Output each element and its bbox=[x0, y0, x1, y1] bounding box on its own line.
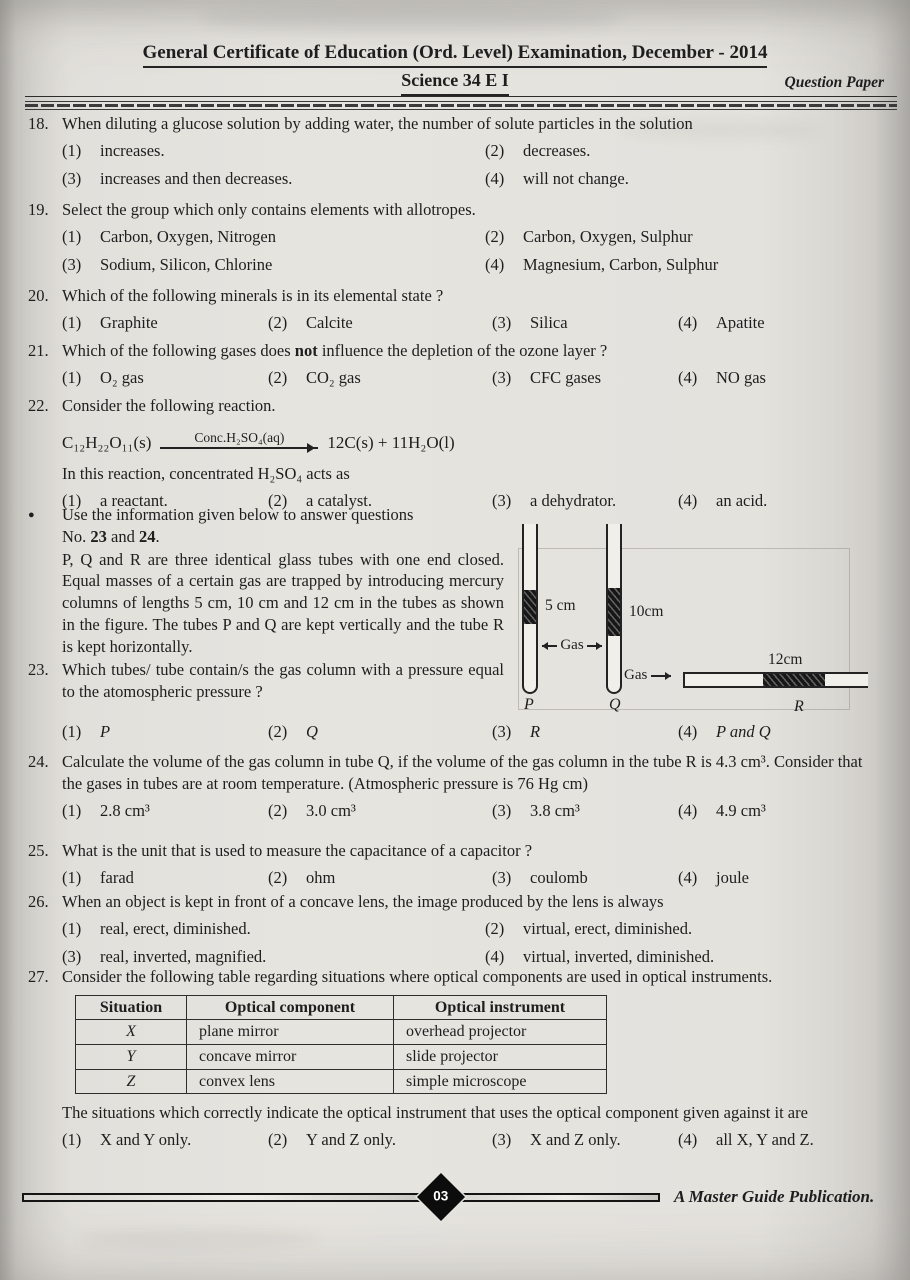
question-26 bbox=[28, 891, 886, 967]
question-23-options bbox=[28, 716, 886, 743]
q18-option-4 bbox=[485, 168, 886, 190]
reaction-arrow-icon bbox=[160, 447, 318, 449]
options-grid bbox=[62, 367, 886, 389]
col-header-component: Optical component bbox=[187, 995, 394, 1020]
options-grid bbox=[62, 918, 886, 968]
cell-instrument: slide projector bbox=[394, 1044, 607, 1069]
question-stem: Calculate the volume of the gas column in tube Q, if the volume of the gas column in the tube R is 4.3 cm³. Consider that the gases in tubes are at room temperature. (Atmospheric pressure is 76 Hg cm) bbox=[62, 752, 863, 793]
footer-rule-right bbox=[451, 1193, 660, 1202]
page-number-badge bbox=[417, 1173, 465, 1221]
mercury-length-label-r: 12cm bbox=[768, 651, 803, 668]
mercury-column-p bbox=[524, 590, 536, 624]
cell-situation: Y bbox=[76, 1044, 187, 1069]
option-text: Q bbox=[306, 722, 318, 741]
option-label: (2) bbox=[268, 367, 288, 387]
question-18 bbox=[28, 113, 886, 189]
q23-option-1 bbox=[62, 721, 268, 743]
option-text: Carbon, Oxygen, Nitrogen bbox=[100, 226, 276, 246]
option-text: coulomb bbox=[530, 867, 588, 887]
q24-option-3 bbox=[492, 800, 678, 822]
paper-type-label: Question Paper bbox=[784, 74, 884, 91]
q25-option-1 bbox=[62, 867, 268, 889]
option-label: (3) bbox=[62, 254, 82, 274]
q20-option-3 bbox=[492, 312, 678, 334]
option-text: CO₂ gas bbox=[306, 367, 361, 387]
note-line1: Use the information given below to answer questions bbox=[62, 505, 414, 524]
subject-title-text: Science 34 E I bbox=[401, 69, 509, 96]
q21-option-1 bbox=[62, 367, 268, 389]
question-stem: When an object is kept in front of a concave lens, the image produced by the lens is always bbox=[62, 892, 664, 911]
option-text: a reactant. bbox=[100, 490, 168, 510]
option-text: P and Q bbox=[716, 722, 771, 741]
gas-tubes-figure bbox=[512, 518, 884, 718]
option-text: CFC gases bbox=[530, 367, 602, 387]
table-row bbox=[76, 1069, 607, 1094]
equation-products: 12C(s) + 11H₂O(l) bbox=[327, 432, 455, 452]
cell-instrument: simple microscope bbox=[394, 1069, 607, 1094]
q20-option-2 bbox=[268, 312, 492, 334]
scan-smudge bbox=[80, 1230, 320, 1248]
page-number: 03 bbox=[433, 1189, 449, 1205]
arrow-right-icon bbox=[651, 675, 671, 677]
option-label: (1) bbox=[62, 1129, 82, 1149]
chemical-equation bbox=[62, 426, 886, 460]
publisher-credit: A Master Guide Publication. bbox=[674, 1186, 875, 1206]
arrow-left-icon bbox=[542, 645, 557, 647]
option-label: (2) bbox=[485, 918, 505, 938]
q25-option-3 bbox=[492, 867, 678, 889]
q19-option-1 bbox=[62, 226, 485, 248]
q26-option-3 bbox=[62, 946, 485, 968]
option-text: Silica bbox=[530, 312, 568, 332]
note-column bbox=[28, 504, 504, 703]
question-stem: Which tubes/ tube contain/s the gas column with a pressure equal to the atomospheric pressure ? bbox=[62, 660, 504, 702]
header-rule-dashed bbox=[25, 101, 897, 110]
q27-option-3 bbox=[492, 1129, 678, 1151]
option-text: real, inverted, magnified. bbox=[100, 946, 267, 966]
option-label: (3) bbox=[62, 946, 82, 966]
option-text: 4.9 cm³ bbox=[716, 800, 766, 820]
question-21 bbox=[28, 340, 886, 389]
question-20 bbox=[28, 285, 886, 334]
options-grid bbox=[62, 867, 886, 889]
q21-option-4 bbox=[678, 367, 886, 389]
arrow-right-icon bbox=[587, 645, 602, 647]
option-text: NO gas bbox=[716, 367, 766, 387]
option-label: (4) bbox=[485, 168, 505, 188]
q18-option-3 bbox=[62, 168, 485, 190]
question-number: 26. bbox=[28, 892, 49, 911]
mercury-column-r bbox=[763, 674, 825, 686]
gas-text: Gas bbox=[560, 637, 584, 653]
tube-q-label: Q bbox=[609, 696, 621, 713]
option-label: (3) bbox=[492, 367, 512, 387]
q21-option-2 bbox=[268, 367, 492, 389]
options-grid bbox=[62, 1129, 886, 1151]
option-text: ohm bbox=[306, 867, 336, 887]
question-stem: Consider the following table regarding situations where optical components are used in optical instruments. bbox=[62, 967, 773, 986]
q26-option-4 bbox=[485, 946, 886, 968]
header-row bbox=[0, 69, 910, 93]
header-rule-thin bbox=[25, 96, 897, 97]
option-text: Apatite bbox=[716, 312, 765, 332]
q18-option-1 bbox=[62, 140, 485, 162]
question-number: 22. bbox=[28, 396, 49, 415]
option-label: (3) bbox=[492, 490, 512, 510]
option-text: will not change. bbox=[523, 168, 629, 188]
question-number: 23. bbox=[28, 660, 49, 680]
question-24 bbox=[28, 751, 886, 821]
option-label: (2) bbox=[268, 490, 288, 510]
option-label: (1) bbox=[62, 918, 82, 938]
question-25 bbox=[28, 840, 886, 889]
question-number: 24. bbox=[28, 752, 49, 771]
option-text: increases. bbox=[100, 140, 165, 160]
option-text: P bbox=[100, 722, 111, 741]
option-text: decreases. bbox=[523, 140, 591, 160]
option-label: (4) bbox=[678, 867, 698, 887]
question-number: 19. bbox=[28, 200, 49, 219]
option-label: (1) bbox=[62, 722, 82, 741]
option-text: X and Z only. bbox=[530, 1129, 621, 1149]
bold-not: not bbox=[294, 341, 318, 360]
option-text: Magnesium, Carbon, Sulphur bbox=[523, 254, 719, 274]
question-number: 20. bbox=[28, 286, 49, 305]
question-23 bbox=[28, 659, 504, 703]
q23-option-2 bbox=[268, 721, 492, 743]
option-text: Sodium, Silicon, Chlorine bbox=[100, 254, 273, 274]
option-text: 3.0 cm³ bbox=[306, 800, 356, 820]
q18-option-2 bbox=[485, 140, 886, 162]
bullet-icon: ● bbox=[28, 509, 35, 521]
optical-components-table bbox=[75, 995, 607, 1094]
mercury-length-label-q: 10cm bbox=[629, 603, 664, 620]
options-grid bbox=[62, 800, 886, 822]
option-label: (2) bbox=[268, 1129, 288, 1149]
option-text: R bbox=[530, 722, 541, 741]
option-label: (1) bbox=[62, 140, 82, 160]
options-grid bbox=[62, 312, 886, 334]
question-stem: Which of the following minerals is in its elemental state ? bbox=[62, 286, 444, 305]
q27-option-1 bbox=[62, 1129, 268, 1151]
question-number: 18. bbox=[28, 114, 49, 133]
option-label: (1) bbox=[62, 226, 82, 246]
option-text: farad bbox=[100, 867, 134, 887]
tube-p-label: P bbox=[524, 696, 534, 713]
q26-option-2 bbox=[485, 918, 886, 940]
option-label: (3) bbox=[492, 867, 512, 887]
tube-r bbox=[683, 672, 868, 688]
option-label: (4) bbox=[485, 254, 505, 274]
exam-title bbox=[0, 40, 910, 68]
question-number: 21. bbox=[28, 341, 49, 360]
option-text: Y and Z only. bbox=[306, 1129, 396, 1149]
note-line2: No. 23 and 24. bbox=[62, 526, 160, 546]
cell-instrument: overhead projector bbox=[394, 1020, 607, 1045]
cell-component: plane mirror bbox=[187, 1020, 394, 1045]
option-label: (4) bbox=[678, 722, 698, 741]
option-text: virtual, erect, diminished. bbox=[523, 918, 693, 938]
q24-option-2 bbox=[268, 800, 492, 822]
option-text: virtual, inverted, diminished. bbox=[523, 946, 715, 966]
option-label: (4) bbox=[678, 490, 698, 510]
option-label: (1) bbox=[62, 867, 82, 887]
subject-title bbox=[0, 69, 910, 96]
option-text: increases and then decreases. bbox=[100, 168, 293, 188]
option-label: (2) bbox=[268, 312, 288, 332]
question-27 bbox=[28, 966, 886, 1151]
option-label: (4) bbox=[678, 800, 698, 820]
equation-condition: Conc.H₂SO₄(aq) bbox=[194, 429, 285, 445]
q19-option-3 bbox=[62, 254, 485, 276]
option-label: (3) bbox=[492, 1129, 512, 1149]
option-label: (2) bbox=[268, 800, 288, 820]
question-stem: What is the unit that is used to measure the capacitance of a capacitor ? bbox=[62, 841, 533, 860]
chem-formula: H₂SO₄ bbox=[257, 463, 303, 483]
option-label: (2) bbox=[268, 722, 288, 741]
option-label: (3) bbox=[492, 722, 512, 741]
gas-text: Gas bbox=[624, 667, 648, 683]
option-label: (4) bbox=[678, 1129, 698, 1149]
options-grid bbox=[62, 721, 886, 743]
question-number: 25. bbox=[28, 841, 49, 860]
equation-arrow-group bbox=[160, 431, 318, 450]
option-text: O₂ gas bbox=[100, 367, 144, 387]
option-text: 3.8 cm³ bbox=[530, 800, 580, 820]
exam-title-text: General Certificate of Education (Ord. Level) Examination, December - 2014 bbox=[143, 40, 768, 68]
options-grid bbox=[62, 140, 886, 190]
note-body: P, Q and R are three identical glass tubes with one end closed. Equal masses of a certain gas are trapped by introducing mercury columns of lengths 5 cm, 10 cm and 12 cm in the tubes as shown in the figure. The tubes P and Q are kept vertically and the tube R is kept horizontally. bbox=[62, 549, 504, 656]
q27-continuation: The situations which correctly indicate the optical instrument that uses the optical component given against it are bbox=[62, 1103, 808, 1123]
option-label: (1) bbox=[62, 490, 82, 510]
option-label: (1) bbox=[62, 800, 82, 820]
cell-component: convex lens bbox=[187, 1069, 394, 1094]
question-stem: Select the group which only contains elements with allotropes. bbox=[62, 200, 476, 219]
option-text: Graphite bbox=[100, 312, 158, 332]
option-text: Carbon, Oxygen, Sulphur bbox=[523, 226, 693, 246]
q24-option-1 bbox=[62, 800, 268, 822]
option-label: (3) bbox=[62, 168, 82, 188]
col-header-instrument: Optical instrument bbox=[394, 995, 607, 1020]
scan-smudge bbox=[200, 6, 620, 32]
table-header-row bbox=[76, 995, 607, 1020]
option-label: (4) bbox=[678, 367, 698, 387]
option-text: X and Y only. bbox=[100, 1129, 192, 1149]
option-text: Calcite bbox=[306, 312, 353, 332]
option-label: (4) bbox=[678, 312, 698, 332]
col-header-situation: Situation bbox=[76, 995, 187, 1020]
mercury-length-label-p: 5 cm bbox=[545, 597, 576, 614]
question-stem: When diluting a glucose solution by adding water, the number of solute particles in the solution bbox=[62, 114, 693, 133]
cell-component: concave mirror bbox=[187, 1044, 394, 1069]
mercury-column-q bbox=[608, 588, 620, 636]
q25-option-2 bbox=[268, 867, 492, 889]
question-stem: Consider the following reaction. bbox=[62, 396, 276, 415]
q27-option-2 bbox=[268, 1129, 492, 1151]
q20-option-4 bbox=[678, 312, 886, 334]
q19-option-2 bbox=[485, 226, 886, 248]
option-text: a catalyst. bbox=[306, 490, 372, 510]
option-text: all X, Y and Z. bbox=[716, 1129, 814, 1149]
gas-label-vertical bbox=[536, 636, 608, 656]
option-label: (2) bbox=[268, 867, 288, 887]
equation-reactant: C₁₂H₂₂O₁₁(s) bbox=[62, 432, 152, 452]
q20-option-1 bbox=[62, 312, 268, 334]
q23-option-3 bbox=[492, 721, 678, 743]
question-stem: Which of the following gases does not influence the depletion of the ozone layer ? bbox=[62, 341, 608, 360]
option-text: joule bbox=[716, 867, 749, 887]
tube-q bbox=[606, 524, 622, 694]
q19-option-4 bbox=[485, 254, 886, 276]
q26-option-1 bbox=[62, 918, 485, 940]
option-label: (2) bbox=[485, 226, 505, 246]
option-label: (2) bbox=[485, 140, 505, 160]
option-text: real, erect, diminished. bbox=[100, 918, 251, 938]
q24-option-4 bbox=[678, 800, 886, 822]
option-label: (3) bbox=[492, 800, 512, 820]
q21-option-3 bbox=[492, 367, 678, 389]
question-number: 27. bbox=[28, 967, 49, 986]
tube-p bbox=[522, 524, 538, 694]
q23-option-4 bbox=[678, 721, 886, 743]
option-text: a dehydrator. bbox=[530, 490, 617, 510]
option-label: (1) bbox=[62, 312, 82, 332]
tube-r-label: R bbox=[794, 698, 804, 715]
options-grid bbox=[62, 226, 886, 276]
table-row bbox=[76, 1020, 607, 1045]
option-text: an acid. bbox=[716, 490, 768, 510]
option-label: (4) bbox=[485, 946, 505, 966]
question-19 bbox=[28, 199, 886, 275]
footer-rule-left bbox=[22, 1193, 431, 1202]
q27-option-4 bbox=[678, 1129, 886, 1151]
cell-situation: Z bbox=[76, 1069, 187, 1094]
q25-option-4 bbox=[678, 867, 886, 889]
table-row bbox=[76, 1044, 607, 1069]
option-label: (1) bbox=[62, 367, 82, 387]
cell-situation: X bbox=[76, 1020, 187, 1045]
page-footer bbox=[22, 1180, 898, 1214]
option-text: 2.8 cm³ bbox=[100, 800, 150, 820]
option-label: (3) bbox=[492, 312, 512, 332]
gas-label-horizontal bbox=[624, 666, 671, 686]
info-note-section bbox=[28, 504, 886, 718]
equation-note: In this reaction, concentrated H₂SO₄ acts as bbox=[62, 463, 350, 483]
question-22 bbox=[28, 395, 886, 511]
